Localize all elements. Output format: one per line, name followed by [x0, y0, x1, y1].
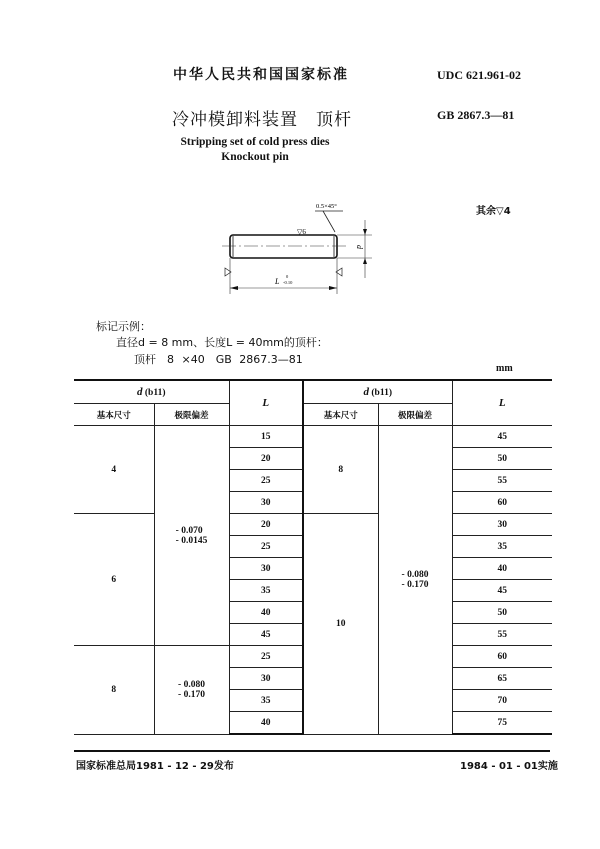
cell-d: 10	[303, 514, 378, 735]
page-title: 冷冲模卸料装置 顶杆	[172, 110, 352, 130]
length-label: L	[275, 277, 280, 286]
marking-example-code: 顶杆 8 ×40 GB 2867.3—81	[134, 353, 303, 366]
cell-deviation: - 0.070 - 0.0145	[154, 426, 229, 646]
surface-finish-top: ▽6	[297, 228, 306, 236]
length-upper-tol: 0	[286, 274, 289, 279]
cell-L: 35	[229, 580, 303, 602]
cell-L: 65	[452, 668, 552, 690]
cell-L: 30	[452, 514, 552, 536]
cell-L: 45	[452, 426, 552, 448]
standard-org: 中华人民共和国国家标准	[173, 67, 349, 83]
title-english-line1: Stripping set of cold press dies	[180, 136, 330, 148]
table-row	[74, 426, 552, 448]
cell-deviation: - 0.080 - 0.170	[378, 426, 452, 735]
header-deviation-right: 极限偏差	[378, 404, 452, 426]
cell-L: 35	[229, 690, 303, 712]
udc-code: UDC 621.961-02	[437, 68, 521, 82]
header-nominal-left: 基本尺寸	[74, 404, 154, 426]
diameter-label: d	[355, 245, 364, 249]
cell-L: 55	[452, 624, 552, 646]
cell-L: 40	[229, 602, 303, 624]
effective-date: 1984 - 01 - 01实施	[460, 761, 558, 772]
cell-L: 45	[452, 580, 552, 602]
cell-L: 50	[452, 602, 552, 624]
footer-divider	[74, 750, 550, 752]
cell-L: 60	[452, 492, 552, 514]
unit-label: mm	[496, 363, 513, 374]
cell-L: 25	[229, 470, 303, 492]
surface-finish-rest: 其余▽4	[476, 206, 511, 217]
cell-L: 20	[229, 514, 303, 536]
cell-L: 20	[229, 448, 303, 470]
cell-L: 75	[452, 712, 552, 735]
marking-example-desc: 直径d = 8 mm、长度L = 40mm的顶杆：	[116, 336, 328, 349]
table-header-row	[74, 380, 552, 404]
cell-L: 40	[452, 558, 552, 580]
cell-L: 60	[452, 646, 552, 668]
cell-d: 4	[74, 426, 154, 514]
header-d-right: d (b11)	[303, 380, 452, 404]
cell-L: 35	[452, 536, 552, 558]
header-L-right: L	[452, 380, 552, 426]
cell-d: 8	[303, 426, 378, 514]
cell-L: 25	[229, 536, 303, 558]
cell-L: 25	[229, 646, 303, 668]
chamfer-label: 0.5×45°	[316, 203, 337, 210]
cell-d: 6	[74, 514, 154, 646]
cell-L: 15	[229, 426, 303, 448]
header-d-left: d (b11)	[74, 380, 229, 404]
cell-L: 30	[229, 558, 303, 580]
title-english-line2: Knockout pin	[221, 151, 289, 163]
cell-L: 40	[229, 712, 303, 735]
length-lower-tol: -0.10	[283, 280, 293, 285]
standard-number: GB 2867.3—81	[437, 108, 515, 122]
knockout-pin-drawing	[200, 190, 400, 300]
cell-L: 50	[452, 448, 552, 470]
cell-d: 8	[74, 646, 154, 735]
issue-date: 国家标准总局1981 - 12 - 29发布	[76, 761, 234, 772]
cell-L: 70	[452, 690, 552, 712]
cell-L: 45	[229, 624, 303, 646]
cell-deviation: - 0.080 - 0.170	[154, 646, 229, 735]
cell-L: 30	[229, 668, 303, 690]
header-L-left: L	[229, 380, 303, 426]
table-row	[74, 514, 552, 536]
cell-L: 30	[229, 492, 303, 514]
header-deviation-left: 极限偏差	[154, 404, 229, 426]
header-nominal-right: 基本尺寸	[303, 404, 378, 426]
dimension-table	[74, 379, 552, 735]
cell-L: 55	[452, 470, 552, 492]
marking-example-title: 标记示例：	[96, 320, 151, 333]
